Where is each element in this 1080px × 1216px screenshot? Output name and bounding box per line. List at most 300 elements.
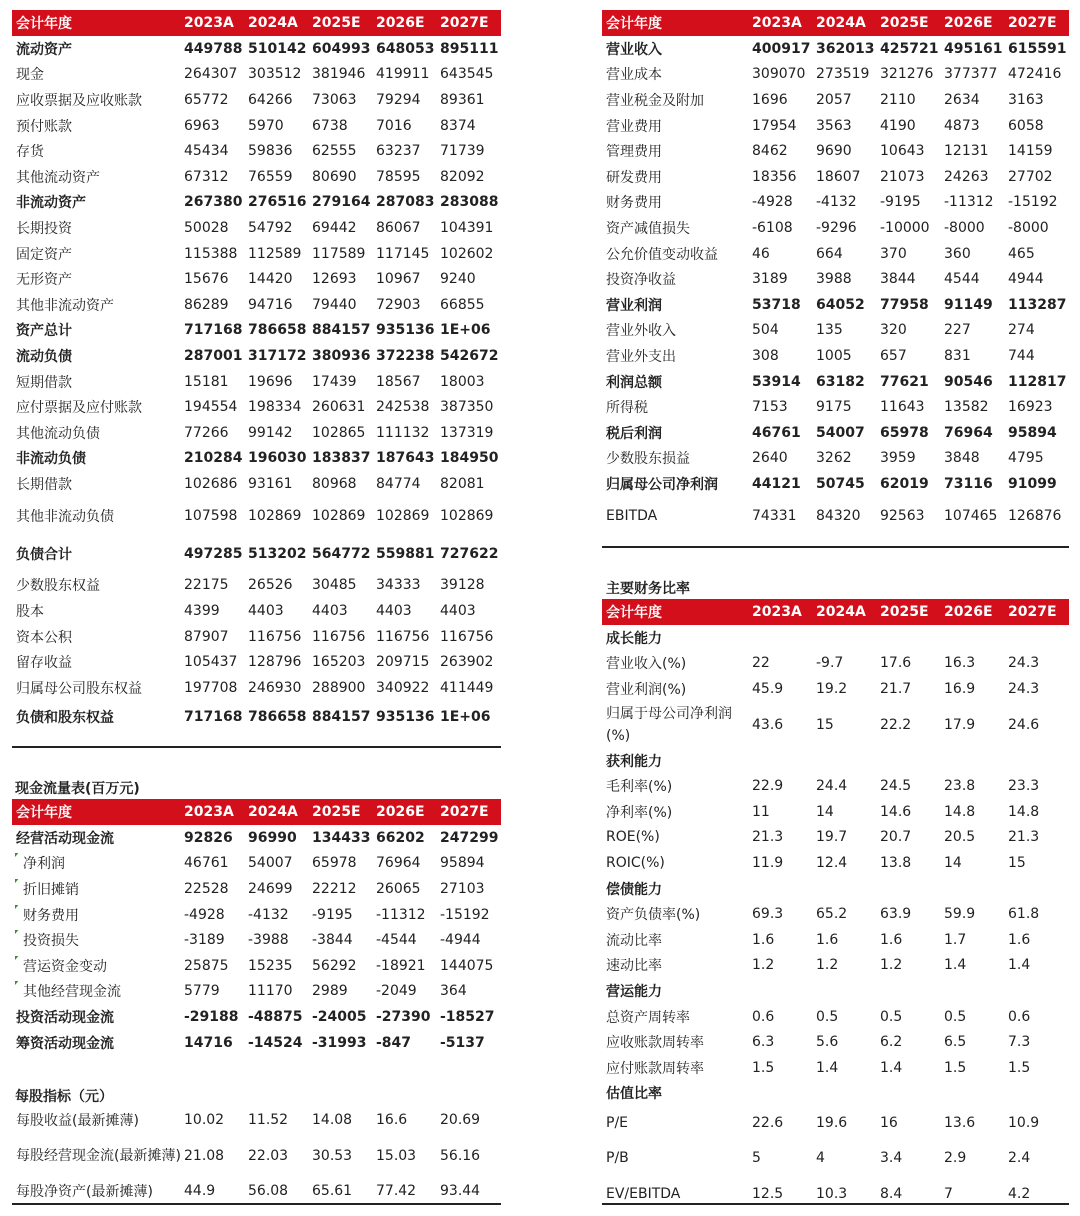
row-value: 400917 <box>752 40 811 57</box>
row-value: 263902 <box>440 654 494 671</box>
header-year-cell: 2023A <box>752 15 802 31</box>
row-value: 1.2 <box>752 957 775 974</box>
table-row <box>602 953 1069 979</box>
row-label: 少数股东损益 <box>606 451 690 468</box>
row-value: 95894 <box>1008 424 1057 441</box>
row-value: 24.6 <box>1008 716 1040 733</box>
row-label: EV/EBITDA <box>606 1185 681 1202</box>
table-row <box>602 825 1069 851</box>
row-label: 财务费用 <box>12 905 184 925</box>
row-value: 12.4 <box>816 854 848 871</box>
row-value: 321276 <box>880 66 934 83</box>
row-value: 107598 <box>184 507 238 524</box>
row-value: 14420 <box>248 271 293 288</box>
row-value: 17439 <box>312 373 357 390</box>
table-row <box>602 215 1069 241</box>
row-label: 投资损失 <box>12 930 184 950</box>
row-value: 44.9 <box>184 1183 216 1200</box>
row-value: 308 <box>752 347 779 364</box>
row-value: 94716 <box>248 296 293 313</box>
table-row <box>12 471 501 497</box>
row-value: 744 <box>1008 347 1035 364</box>
table-row <box>602 62 1069 88</box>
table-row <box>12 902 501 928</box>
table-row <box>602 241 1069 267</box>
row-value: 14159 <box>1008 143 1053 160</box>
row-value: -6108 <box>752 219 793 236</box>
row-value: 22.9 <box>752 778 784 795</box>
row-label: 财务费用 <box>606 195 662 212</box>
row-value: 18607 <box>816 168 861 185</box>
row-value: 80690 <box>312 168 357 185</box>
row-value: 657 <box>880 347 907 364</box>
row-value: 72903 <box>376 296 421 313</box>
table-header-row <box>602 10 1069 36</box>
row-value: 11170 <box>248 983 293 1000</box>
row-value: 16 <box>880 1114 898 1131</box>
row-value: 65978 <box>312 855 357 872</box>
row-value: 8.4 <box>880 1185 903 1202</box>
row-value: 6738 <box>312 117 348 134</box>
row-value: 89361 <box>440 91 485 108</box>
row-label: 其他流动资产 <box>16 169 100 186</box>
row-value: 2057 <box>816 91 852 108</box>
row-value: 4403 <box>312 603 348 620</box>
table-row <box>12 1004 501 1030</box>
row-value: 559881 <box>376 545 435 562</box>
row-value: 4403 <box>376 603 412 620</box>
row-value: 54007 <box>816 424 865 441</box>
row-value: 4544 <box>944 271 980 288</box>
row-value: 309070 <box>752 66 806 83</box>
row-value: 26526 <box>248 577 293 594</box>
row-value: 1.6 <box>1008 931 1031 948</box>
row-label: 经营活动现金流 <box>16 830 114 847</box>
row-value: 381946 <box>312 66 366 83</box>
row-value: -18527 <box>440 1008 495 1025</box>
row-value: 34333 <box>376 577 421 594</box>
row-value: 14.8 <box>944 803 976 820</box>
row-value: 82092 <box>440 168 485 185</box>
table-header-row <box>12 10 501 36</box>
row-value: 12.5 <box>752 1185 784 1202</box>
row-label: 应收票据及应收账款 <box>16 92 142 109</box>
row-value: 134433 <box>312 829 371 846</box>
row-value: 884157 <box>312 322 371 339</box>
row-value: 56292 <box>312 957 357 974</box>
row-value: 643545 <box>440 66 494 83</box>
table-row <box>602 748 1069 774</box>
row-value: 102869 <box>312 507 366 524</box>
row-value: 425721 <box>880 40 939 57</box>
row-value: 56.16 <box>440 1147 481 1164</box>
row-value: 45434 <box>184 143 229 160</box>
row-value: 317172 <box>248 347 307 364</box>
table-row <box>12 1107 501 1133</box>
table-row <box>12 138 501 164</box>
row-value: 50745 <box>816 475 865 492</box>
row-value: 117145 <box>376 245 430 262</box>
row-value: 116756 <box>376 628 430 645</box>
row-label: 固定资产 <box>16 246 72 263</box>
row-value: 288900 <box>312 679 366 696</box>
row-value: 61.8 <box>1008 906 1040 923</box>
row-value: 92563 <box>880 507 925 524</box>
row-value: 495161 <box>944 40 1003 57</box>
table-row <box>602 1177 1069 1210</box>
row-value: -29188 <box>184 1008 239 1025</box>
header-label-cell: 会计年度 <box>606 605 662 621</box>
row-value: 24.3 <box>1008 680 1040 697</box>
row-value: 419911 <box>376 66 430 83</box>
row-value: 107465 <box>944 507 998 524</box>
row-label: 非流动资产 <box>16 195 86 212</box>
row-value: 2.4 <box>1008 1150 1031 1167</box>
row-value: 786658 <box>248 322 307 339</box>
row-label: 资产减值损失 <box>606 220 690 237</box>
row-value: 19.2 <box>816 680 848 697</box>
row-value: 65.2 <box>816 906 848 923</box>
row-value: 56.08 <box>248 1183 289 1200</box>
row-label: 留存收益 <box>16 655 72 672</box>
row-value: 27103 <box>440 880 485 897</box>
row-label: 总资产周转率 <box>606 1009 690 1026</box>
row-value: 14.08 <box>312 1111 353 1128</box>
row-label: 营业税金及附加 <box>606 92 704 109</box>
row-value: 116756 <box>440 628 494 645</box>
row-value: 59.9 <box>944 906 976 923</box>
row-value: 16.6 <box>376 1111 408 1128</box>
row-value: -11312 <box>376 906 426 923</box>
row-value: 79294 <box>376 91 421 108</box>
header-year-cell: 2025E <box>312 15 361 31</box>
row-value: 17.9 <box>944 716 976 733</box>
table-row <box>12 292 501 318</box>
row-label: 营业利润 <box>606 297 662 314</box>
per-share-table <box>12 1107 501 1204</box>
row-value: 3563 <box>816 117 852 134</box>
row-value: 16.3 <box>944 655 976 672</box>
row-value: 935136 <box>376 709 435 726</box>
row-value: 387350 <box>440 399 494 416</box>
row-value: 5.6 <box>816 1034 839 1051</box>
row-value: 786658 <box>248 709 307 726</box>
row-value: 10.3 <box>816 1185 848 1202</box>
row-value: 79440 <box>312 296 357 313</box>
row-label: 存货 <box>16 144 44 161</box>
row-value: 504 <box>752 322 779 339</box>
balance-sheet-table <box>12 10 501 734</box>
row-value: 2110 <box>880 91 916 108</box>
row-value: 10967 <box>376 271 421 288</box>
header-year-cell: 2027E <box>1008 15 1057 31</box>
table-row <box>12 598 501 624</box>
row-value: 96990 <box>248 829 297 846</box>
header-year-cell: 2025E <box>312 804 361 820</box>
row-value: 27702 <box>1008 168 1053 185</box>
row-value: 137319 <box>440 424 494 441</box>
row-value: 105437 <box>184 654 238 671</box>
table-row <box>12 851 501 877</box>
row-value: 20.5 <box>944 829 976 846</box>
row-value: 104391 <box>440 219 494 236</box>
table-row <box>602 1139 1069 1177</box>
table-row <box>12 369 501 395</box>
header-label-cell: 会计年度 <box>606 16 662 32</box>
table-row <box>12 318 501 344</box>
row-value: 18356 <box>752 168 797 185</box>
table-row <box>12 979 501 1005</box>
row-label: 流动资产 <box>16 41 72 58</box>
row-value: 30485 <box>312 577 357 594</box>
row-value: 3163 <box>1008 91 1044 108</box>
table-row <box>12 953 501 979</box>
row-value: 303512 <box>248 66 302 83</box>
row-value: 3844 <box>880 271 916 288</box>
table-row <box>602 876 1069 902</box>
row-value: 0.6 <box>1008 1008 1031 1025</box>
table-row <box>602 292 1069 318</box>
row-label: 净利润 <box>12 853 184 873</box>
row-value: 648053 <box>376 40 435 57</box>
table-row <box>12 649 501 675</box>
row-value: 267380 <box>184 194 243 211</box>
table-row <box>602 36 1069 62</box>
row-value: -14524 <box>248 1034 303 1051</box>
row-value: 1.5 <box>944 1059 967 1076</box>
row-value: 1.4 <box>816 1059 839 1076</box>
row-value: 21.7 <box>880 680 912 697</box>
row-value: 320 <box>880 322 907 339</box>
row-value: 78595 <box>376 168 421 185</box>
row-value: 564772 <box>312 545 371 562</box>
table-row <box>602 773 1069 799</box>
row-value: 1.5 <box>1008 1059 1031 1076</box>
row-value: 260631 <box>312 399 366 416</box>
row-value: 113287 <box>1008 296 1067 313</box>
row-value: 4944 <box>1008 271 1044 288</box>
table-row <box>602 1004 1069 1030</box>
row-value: -31993 <box>312 1034 367 1051</box>
row-label: 投资活动现金流 <box>16 1009 114 1026</box>
cashflow-table <box>12 799 501 1055</box>
row-label: 应付账款周转率 <box>606 1060 704 1077</box>
row-value: 44121 <box>752 475 801 492</box>
row-value: 102602 <box>440 245 494 262</box>
ratios-bottom-rule <box>602 1203 1069 1205</box>
row-value: 24263 <box>944 168 989 185</box>
row-value: 46761 <box>184 855 229 872</box>
row-value: 209715 <box>376 654 430 671</box>
row-value: 76964 <box>944 424 993 441</box>
row-value: 13.8 <box>880 854 912 871</box>
row-value: 362013 <box>816 40 875 57</box>
row-value: 23.8 <box>944 778 976 795</box>
header-year-cell: 2026E <box>944 15 993 31</box>
row-value: 76964 <box>376 855 421 872</box>
header-year-cell: 2023A <box>184 15 234 31</box>
table-row <box>12 675 501 701</box>
row-value: 46761 <box>752 424 801 441</box>
row-value: 86289 <box>184 296 229 313</box>
row-label: 其他经营现金流 <box>12 981 184 1001</box>
row-value: 53914 <box>752 373 801 390</box>
row-value: 22.6 <box>752 1114 784 1131</box>
row-value: 340922 <box>376 679 430 696</box>
ratios-title: 主要财务比率 <box>606 581 690 597</box>
row-value: 14.6 <box>880 803 912 820</box>
row-value: -8000 <box>944 219 985 236</box>
row-value: 43.6 <box>752 716 784 733</box>
row-value: 1.5 <box>752 1059 775 1076</box>
row-value: 92826 <box>184 829 233 846</box>
table-row <box>602 1055 1069 1081</box>
row-value: 26065 <box>376 880 421 897</box>
row-value: 184950 <box>440 450 499 467</box>
row-value: 30.53 <box>312 1147 353 1164</box>
row-value: 210284 <box>184 450 243 467</box>
header-year-cell: 2025E <box>880 604 929 620</box>
row-value: -9296 <box>816 219 857 236</box>
row-value: 20.69 <box>440 1111 481 1128</box>
header-year-cell: 2023A <box>184 804 234 820</box>
table-row <box>12 420 501 446</box>
row-label: 速动比率 <box>606 958 662 975</box>
row-value: 0.5 <box>944 1008 967 1025</box>
row-value: 364 <box>440 983 467 1000</box>
row-value: 116756 <box>248 628 302 645</box>
row-value: -11312 <box>944 194 994 211</box>
table-row <box>12 113 501 139</box>
income-statement-bottom-rule <box>602 546 1069 548</box>
table-row <box>12 1133 501 1179</box>
row-value: 370 <box>880 245 907 262</box>
row-value: 6.3 <box>752 1034 775 1051</box>
row-value: 2634 <box>944 91 980 108</box>
row-value: 25875 <box>184 957 229 974</box>
row-value: -48875 <box>248 1008 303 1025</box>
row-value: 274 <box>1008 322 1035 339</box>
row-value: 604993 <box>312 40 371 57</box>
row-label: 营运能力 <box>606 983 662 1000</box>
row-label: 负债和股东权益 <box>16 710 114 727</box>
row-label: 应收账款周转率 <box>606 1035 704 1052</box>
row-label: 短期借款 <box>16 374 72 391</box>
row-value: 360 <box>944 245 971 262</box>
row-value: 472416 <box>1008 66 1062 83</box>
row-value: 7.3 <box>1008 1034 1031 1051</box>
table-row <box>12 36 501 62</box>
row-value: 1005 <box>816 347 852 364</box>
row-label: 偿债能力 <box>606 881 662 898</box>
row-value: -4132 <box>248 906 289 923</box>
row-value: 717168 <box>184 709 243 726</box>
row-value: 542672 <box>440 347 499 364</box>
row-value: 102686 <box>184 475 238 492</box>
row-value: 9175 <box>816 399 852 416</box>
row-value: 91149 <box>944 296 993 313</box>
table-row <box>602 343 1069 369</box>
row-value: 4403 <box>440 603 476 620</box>
row-value: 144075 <box>440 957 494 974</box>
row-value: 2989 <box>312 983 348 1000</box>
row-value: 165203 <box>312 654 366 671</box>
table-header-row <box>602 599 1069 625</box>
table-row <box>602 702 1069 748</box>
row-label: 其他非流动资产 <box>16 297 114 314</box>
row-value: -9.7 <box>816 655 844 672</box>
row-value: 77958 <box>880 296 929 313</box>
header-year-cell: 2027E <box>440 804 489 820</box>
row-value: 4190 <box>880 117 916 134</box>
row-label: 税后利润 <box>606 425 662 442</box>
table-row <box>602 471 1069 497</box>
row-value: 17.6 <box>880 655 912 672</box>
table-row <box>12 190 501 216</box>
row-value: 0.5 <box>880 1008 903 1025</box>
row-value: 50028 <box>184 219 229 236</box>
row-value: -2049 <box>376 983 417 1000</box>
table-row <box>602 113 1069 139</box>
row-label: 营业利润(%) <box>606 681 687 698</box>
row-value: 22.03 <box>248 1147 289 1164</box>
row-value: 102869 <box>248 507 302 524</box>
row-label: 营运资金变动 <box>12 956 184 976</box>
header-year-cell: 2027E <box>1008 604 1057 620</box>
row-label: 其他非流动负债 <box>16 508 114 525</box>
row-value: 513202 <box>248 545 307 562</box>
row-label: 管理费用 <box>606 144 662 161</box>
row-label: 流动负债 <box>16 348 72 365</box>
header-year-cell: 2025E <box>880 15 929 31</box>
row-value: 21.08 <box>184 1147 225 1164</box>
row-label: 营业成本 <box>606 67 662 84</box>
row-value: 102869 <box>440 507 494 524</box>
row-value: 664 <box>816 245 843 262</box>
row-value: 22175 <box>184 577 229 594</box>
table-row <box>12 446 501 472</box>
row-value: 54792 <box>248 219 293 236</box>
row-value: 19.7 <box>816 829 848 846</box>
row-value: 111132 <box>376 424 430 441</box>
row-value: 14 <box>816 803 834 820</box>
row-value: 13.6 <box>944 1114 976 1131</box>
row-label: 研发费用 <box>606 169 662 186</box>
header-label-cell: 会计年度 <box>16 805 72 821</box>
row-value: 1.4 <box>944 957 967 974</box>
row-label: 净利率(%) <box>606 804 673 821</box>
row-value: -9195 <box>312 906 353 923</box>
row-value: 246930 <box>248 679 302 696</box>
row-value: 11 <box>752 803 770 820</box>
balance-sheet-bottom-rule <box>12 746 501 748</box>
row-label: 股本 <box>16 604 44 621</box>
row-value: 3262 <box>816 450 852 467</box>
row-value: 66202 <box>376 829 425 846</box>
row-value: 10.02 <box>184 1111 225 1128</box>
row-value: 65772 <box>184 91 229 108</box>
row-value: 82081 <box>440 475 485 492</box>
row-value: 112817 <box>1008 373 1067 390</box>
table-row <box>602 369 1069 395</box>
row-value: 465 <box>1008 245 1035 262</box>
row-value: 73063 <box>312 91 357 108</box>
row-value: 1696 <box>752 91 788 108</box>
row-value: 2640 <box>752 450 788 467</box>
header-year-cell: 2026E <box>944 604 993 620</box>
row-value: 1.7 <box>944 931 967 948</box>
row-value: 287001 <box>184 347 243 364</box>
